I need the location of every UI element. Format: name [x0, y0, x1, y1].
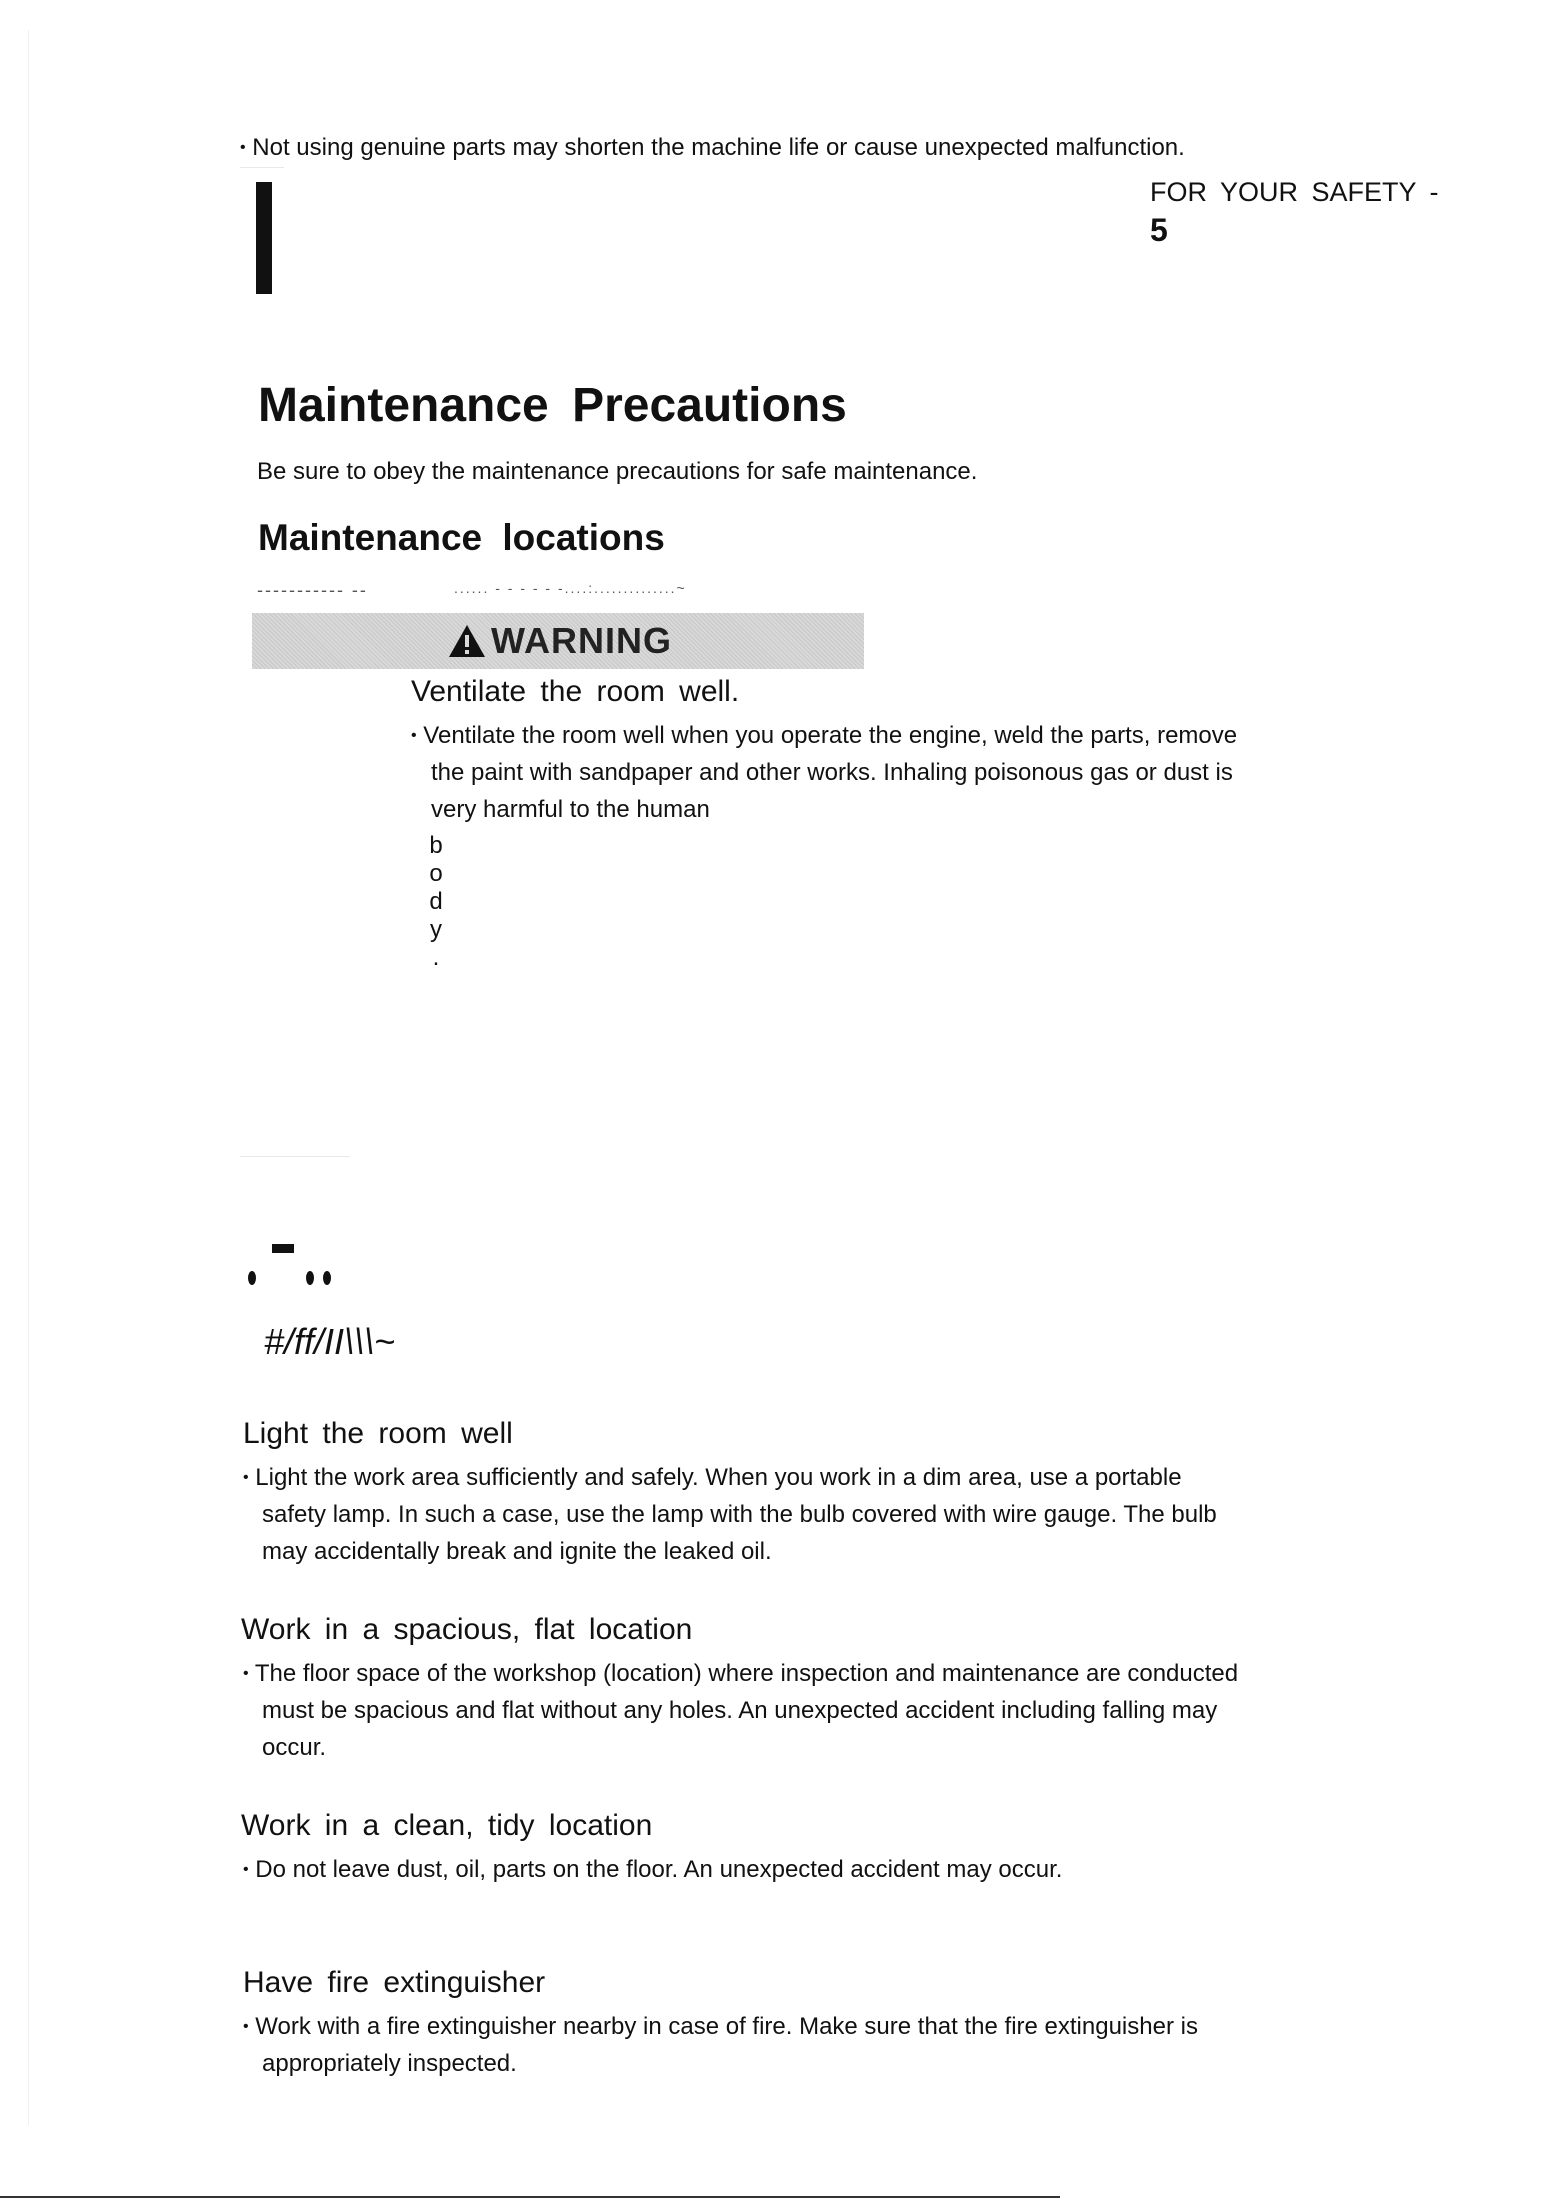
garbled-symbol-text: #/ff/II\\\~: [264, 1321, 396, 1362]
page-number: 5: [1150, 212, 1168, 248]
faint-rule: [240, 1156, 350, 1157]
page-bottom-rule: [0, 2196, 1060, 2198]
warning-line-text: very harmful to the human: [431, 796, 710, 823]
section-heading: Work in a clean, tidy location: [241, 1809, 653, 1842]
vertical-char: o: [429, 860, 443, 887]
section-body: [243, 1459, 1217, 1570]
warning-heading: Ventilate the room well.: [411, 675, 740, 708]
section-line-text: may accidentally break and ignite the leaked oil.: [262, 1538, 772, 1565]
section-line: [243, 1655, 1238, 1692]
page-intro: Be sure to obey the maintenance precautions for safe maintenance.: [257, 458, 978, 485]
vertical-char: .: [432, 944, 440, 971]
dash-rule-left: ----------- --: [257, 580, 368, 600]
bullet-dot: •: [243, 1665, 249, 1682]
section-line: [243, 2008, 1198, 2045]
section-line-text: must be spacious and flat without any holes. An unexpected accident including falling may: [262, 1697, 1218, 1724]
section-line: [243, 2045, 1198, 2082]
vertical-char: d: [429, 888, 443, 915]
intro-bullet-text: Not using genuine parts may shorten the machine life or cause unexpected malfunction.: [252, 134, 1185, 161]
bullet-dot: •: [411, 727, 417, 744]
section-line-text: The floor space of the workshop (location) where inspection and maintenance are conducted: [254, 1660, 1239, 1687]
section-label: FOR YOUR SAFETY -: [1150, 177, 1439, 207]
section-line-text: safety lamp. In such a case, use the lamp with the bulb covered with wire gauge. The bulb: [262, 1501, 1217, 1528]
section-line: [243, 1851, 1062, 1888]
section-line: [243, 1496, 1217, 1533]
section-heading: Light the room well: [243, 1417, 513, 1450]
warning-banner: [252, 613, 864, 669]
warning-line: [411, 754, 1237, 791]
section-body: [243, 2008, 1198, 2082]
warning-vertical-text: [426, 832, 446, 972]
section-body: [243, 1655, 1238, 1766]
warning-line: [411, 717, 1237, 754]
faint-rule: [240, 167, 284, 168]
vertical-char: b: [429, 832, 443, 859]
bullet-dot: •: [243, 2018, 249, 2035]
warning-badge: [447, 621, 672, 661]
section-line: [243, 1533, 1217, 1570]
section-line-text: Light the work area sufficiently and safely. When you work in a dim area, use a portable: [255, 1464, 1182, 1491]
section-line: [243, 1459, 1217, 1496]
section-line-text: Do not leave dust, oil, parts on the floor. An unexpected accident may occur.: [255, 1856, 1063, 1883]
section-body: [243, 1851, 1062, 1888]
section-line-text: Work with a fire extinguisher nearby in case of fire. Make sure that the fire extinguisher is: [255, 2013, 1198, 2040]
garbled-mark-icon: [244, 1236, 344, 1292]
section-line-text: occur.: [262, 1734, 327, 1761]
section-heading: Have fire extinguisher: [243, 1966, 546, 1999]
section-line: [243, 1729, 1238, 1766]
page-title: Maintenance Precautions: [258, 379, 847, 432]
section-marker-bar: [256, 182, 272, 294]
warning-body: [411, 717, 1237, 828]
section-line: [243, 1692, 1238, 1729]
section-line-text: appropriately inspected.: [262, 2050, 517, 2077]
bullet-dot: •: [243, 1861, 249, 1878]
bullet-dot: •: [240, 139, 246, 156]
warning-line-text: the paint with sandpaper and other works. Inhaling poisonous gas or dust is: [431, 759, 1233, 786]
warning-triangle-icon: [447, 623, 487, 659]
section-subtitle: Maintenance locations: [258, 517, 665, 558]
dash-rule-right: ...... - - - - - -....:..............~: [454, 580, 687, 596]
warning-line: [411, 791, 1237, 828]
warning-line-text: Ventilate the room well when you operate the engine, weld the parts, remove: [423, 722, 1238, 749]
page-left-rule: [28, 30, 29, 2125]
warning-label: WARNING: [491, 620, 672, 661]
section-heading: Work in a spacious, flat location: [241, 1613, 693, 1646]
vertical-char: y: [430, 916, 442, 943]
bullet-dot: •: [243, 1469, 249, 1486]
intro-bullet: [240, 134, 1185, 162]
